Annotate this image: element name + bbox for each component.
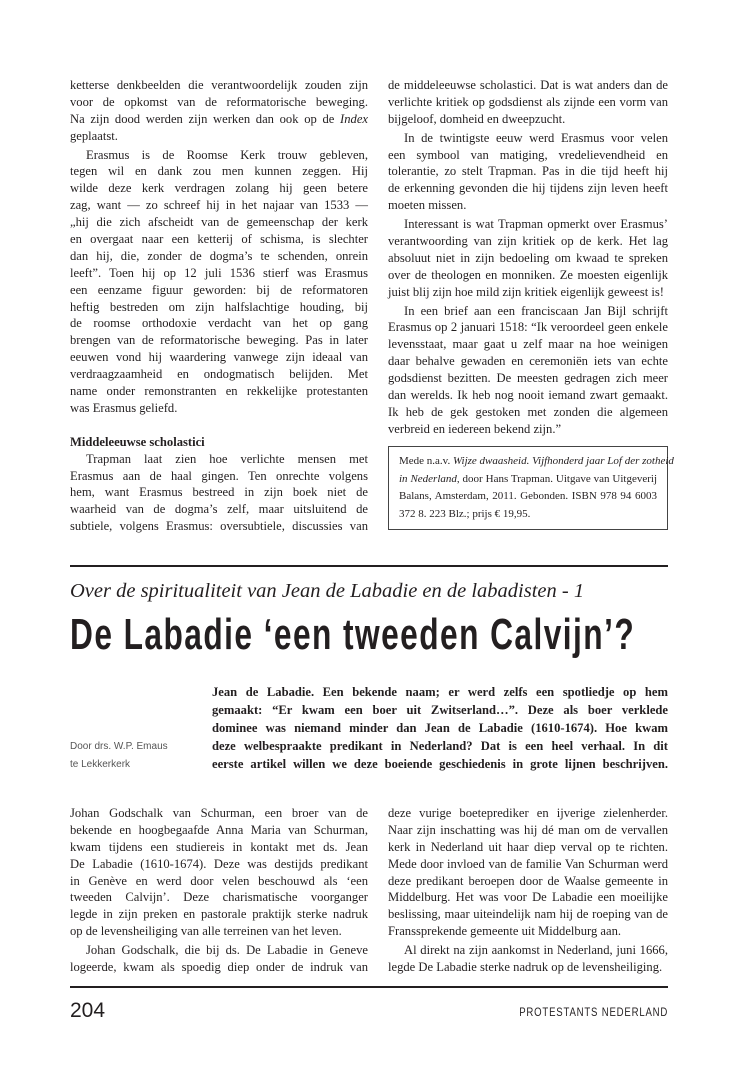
text-line: Middelburg. Het was voor De Labadie een moeilijke xyxy=(388,890,668,905)
text-line: deze vurige boeteprediker en ijverige zielenherder. xyxy=(388,806,668,820)
text-line: beslissing, maar uiteindelijk nam hij de roeping van de xyxy=(388,907,668,922)
section-divider xyxy=(70,565,668,567)
text-line: Balans, Amsterdam, 2011. Gebonden. ISBN 978 94 6003 xyxy=(399,490,657,502)
text-line: verlichte kritiek op godsdienst als zijnde een vorm van xyxy=(388,94,668,109)
text-line: Erasmus aan de haal gingen. Ten onrechte volgens xyxy=(70,468,368,483)
text-line: bekende en hoogbegaafde Anna Maria van Schurman, xyxy=(70,822,368,837)
paragraph xyxy=(388,805,668,940)
bottom-left-column xyxy=(70,805,368,976)
paragraph xyxy=(388,942,668,976)
text-line: bijgeloof, domheid en dweepzucht. xyxy=(388,111,566,126)
text-line: Trapman laat zien hoe verlichte mensen met xyxy=(86,451,368,466)
text-line: In een brief aan een franciscaan Jan Bijl schrijft xyxy=(404,303,668,318)
byline xyxy=(70,738,168,774)
text-line: dan hij, die, zonder de dogma’s te schenden, onrein xyxy=(70,248,368,263)
text-line: heftig bestreden om zijn halfslachtige houding, bij xyxy=(70,299,368,314)
text-line: Interessant is wat Trapman opmerkt over Erasmus’ xyxy=(404,217,668,232)
text-line: hem, want Erasmus bestreed in zijn boek niet de xyxy=(70,485,368,500)
text-line: een eenzame figuur geworden: bij de reformatoren xyxy=(70,282,368,297)
text-line: tweeden Calvijn’. Deze charismatische voorganger xyxy=(70,890,368,905)
text-line: deze predikant beroepen door de Waalse gemeente in xyxy=(388,873,668,888)
text-line: Johan Godschalk van Schurman, een broer van de xyxy=(70,806,368,820)
text-line: voor de opkomst van de reformatorische beweging. xyxy=(70,94,368,109)
text-segment: Mede n.a.v. xyxy=(399,455,453,467)
text-line: daar behalve gewaden en ceremoniën iets van echte xyxy=(388,354,668,369)
italic-text: Wijze dwaasheid. Vijfhonderd jaar Lof der zotheid xyxy=(452,455,674,467)
article-intro xyxy=(212,683,668,773)
text-line: „hij die zich afscheidt van de gemeenschap der kerk xyxy=(70,215,368,230)
text-line: de middeleeuwse scholastici. Dat is wat anders dan de xyxy=(388,78,668,92)
text-line: tegen wil en dank zou men kunnen zeggen. Hij xyxy=(70,164,368,179)
text-segment: Na zijn dood werden zijn werken dan ook op de xyxy=(70,111,341,126)
text-line: brengen van de reformatorische beweging. Pas in later xyxy=(70,333,368,348)
bottom-right-column xyxy=(388,805,668,976)
text-line: in Genève en werd door velen beschouwd als ‘een xyxy=(70,873,368,888)
text-line: kwam tijdens een studiereis in kontakt met ds. Jean xyxy=(70,839,368,854)
text-line: Ik heb de gek gestoken met zonden die algemeen xyxy=(388,404,668,419)
text-line: subtiele, volgens Erasmus: oversubtiele, discussies van xyxy=(70,519,368,534)
text-line: De Labadie (1610-1674). Deze was destijds predikant xyxy=(70,856,368,871)
text-line: zag, want — zo schreef hij in het najaar van 1533 — xyxy=(70,198,368,213)
text-line: legde in zijn preken en pastorale praktijk sterke nadruk xyxy=(70,907,368,922)
text-segment: , door Hans Trapman. Uitgave van Uitgeverij xyxy=(456,472,658,485)
paragraph xyxy=(70,451,368,535)
text-line: de erkenning gevonden die hij tijdens zijn leven heeft xyxy=(388,181,668,196)
italic-text: Index xyxy=(340,111,368,126)
byline-author: Door drs. W.P. Emaus xyxy=(70,741,168,752)
paragraph xyxy=(388,77,668,128)
text-line: 372 8. 223 Blz.; prijs € 19,95. xyxy=(399,507,531,520)
text-line xyxy=(399,453,674,471)
series-title: Over de spiritualiteit van Jean de Labadie en de labadisten - 1 xyxy=(70,580,585,602)
text-line: absoluut niet in zijn bedoeling om kwaad te spreken xyxy=(388,250,668,265)
text-line: eerste artikel willen we deze boeiende geschiedenis in grote lijnen beschrijven. xyxy=(212,757,668,771)
text-line: een symbool van matiging, vredelievendheid en xyxy=(388,147,668,162)
text-line: deze welbespraakte predikant in Nederland? Dat is een heel verhaal. In dit xyxy=(212,739,668,753)
text-line: gemaakt: “Er kwam een boer uit Zwitserland…”. Deze als boer verklede xyxy=(212,703,668,717)
text-line: legde De Labadie sterke nadruk op de levensheiliging. xyxy=(388,960,663,975)
text-line: In de twintigste eeuw werd Erasmus voor velen xyxy=(404,130,668,145)
text-line: verbreid en iedereen bekend zijn.” xyxy=(388,421,562,436)
text-line: leeft”. Toen hij op 12 juli 1536 stierf was Erasmus xyxy=(70,265,368,280)
text-line: Jean de Labadie. Een bekende naam; er werd zelfs een spotliedje op hem xyxy=(212,685,668,699)
text-line xyxy=(399,471,657,489)
section-heading: Middeleeuwse scholastici xyxy=(70,434,205,449)
byline-location: te Lekkerkerk xyxy=(70,759,131,770)
italic-text: in Nederland xyxy=(399,472,457,485)
text-line: Erasmus op 2 januari 1518: “Ik veroordeel geen enkele xyxy=(388,320,668,335)
top-left-column xyxy=(70,77,368,535)
top-right-column xyxy=(388,77,668,438)
page-number: 204 xyxy=(70,999,106,1022)
text-line: dan werelds. Ik heb nog nooit iemand zwart gemaakt. xyxy=(388,388,668,403)
text-line: waarheid van de dogma’s zelf, maar uitsluitend de xyxy=(70,502,368,517)
text-line: Johan Godschalk, die bij ds. De Labadie in Geneve xyxy=(86,943,368,958)
paragraph xyxy=(70,805,368,940)
text-line: kerk in Nederland uit haar diep verval op te richten. xyxy=(388,839,668,854)
text-line: was Erasmus geliefd. xyxy=(70,400,178,415)
text-line: ketterse denkbeelden die verantwoordelijk zouden zijn xyxy=(70,78,368,92)
text-line: Mede door invloed van de familie Van Schurman werd xyxy=(388,856,668,871)
text-line: wilde deze kerk verdragen zolang hij geen betere xyxy=(70,181,368,196)
paragraph xyxy=(70,77,368,145)
text-line: name onder remonstranten en rekkelijke protestanten xyxy=(70,384,368,399)
text-line: en overgaat naar een ketterij of schisma, is slechter xyxy=(70,232,368,247)
text-line: verdraagzaamheid en ondogmatisch belijden. Met xyxy=(70,367,368,382)
text-line: godsdienst bezitten. De meesten gedragen zich meer xyxy=(388,371,668,386)
paragraph xyxy=(388,303,668,438)
text-line xyxy=(70,111,368,128)
text-line: moeten missen. xyxy=(388,198,467,213)
paragraph xyxy=(388,216,668,300)
text-line: op de levensheiliging van alle terreinen van het leven. xyxy=(70,924,342,939)
text-line: geplaatst. xyxy=(70,128,118,143)
text-line: levensstaat, maar gaat u zelf maar na hoe weinigen xyxy=(388,337,668,352)
footer-divider xyxy=(70,986,668,988)
text-line: Naar zijn inschatting was hij dé man om de vervallen xyxy=(388,822,668,837)
paragraph xyxy=(388,130,668,214)
article-title: De Labadie ‘een tweeden Calvijn’? xyxy=(70,610,636,659)
text-line: Al direkt na zijn aankomst in Nederland, juni 1666, xyxy=(404,943,668,958)
text-line: verantwoording van zijn kritiek op de kerk. Het lag xyxy=(388,234,668,249)
text-line: logeerde, kwam als spoedig diep onder de indruk van xyxy=(70,960,368,975)
text-line: Franssprekende gemeente uit Middelburg aan. xyxy=(388,924,622,939)
text-line: eeuwen vond hij waardering vanwege zijn ideaal van xyxy=(70,350,368,365)
magazine-name: PROTESTANTS NEDERLAND xyxy=(519,1005,668,1019)
text-line: dominee was niemand minder dan Jean de Labadie (1610-1674). Hoe kwam xyxy=(212,721,668,735)
text-line: de roomse orthodoxie verdacht van het op gang xyxy=(70,316,368,331)
paragraph xyxy=(70,147,368,417)
paragraph xyxy=(70,942,368,976)
text-line: Erasmus is de Roomse Kerk trouw gebleven, xyxy=(86,147,368,162)
text-line: over de theologen en monniken. Ze moesten eigenlijk xyxy=(388,267,668,282)
book-info-box xyxy=(388,446,674,530)
text-line: tolerantie, zo stelt Trapman. Pas in die tijd heeft hij xyxy=(388,164,668,179)
text-line: juist blij zijn hoe mild zijn kritiek eigenlijk geweest is! xyxy=(388,284,664,299)
